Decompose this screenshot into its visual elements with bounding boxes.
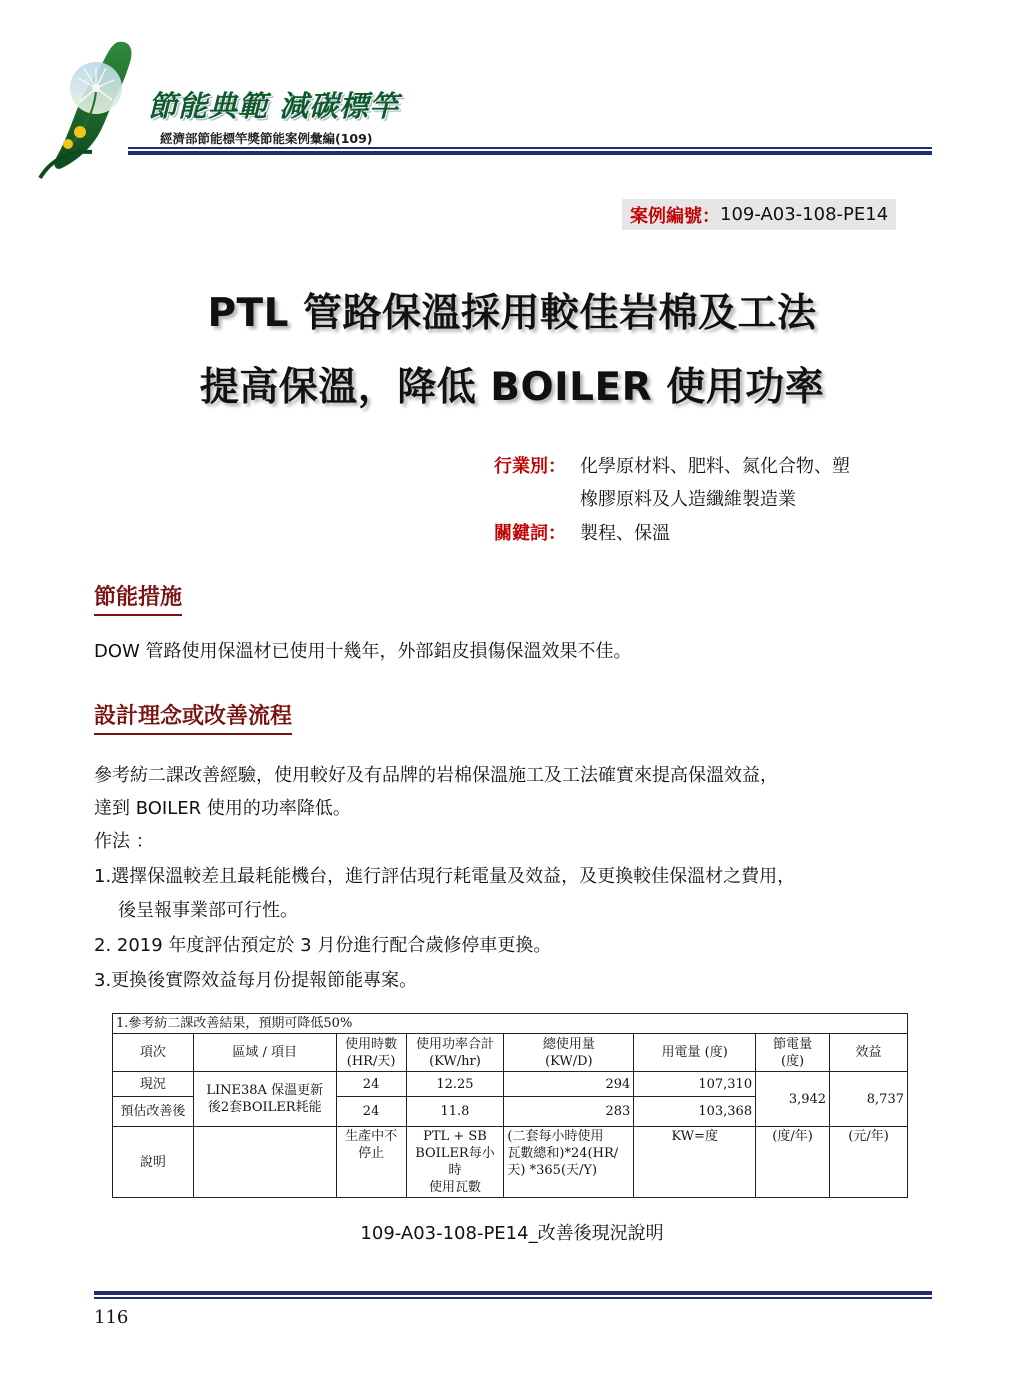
keyword-label: 關鍵詞： — [494, 523, 566, 544]
table-cell: 24 — [336, 1072, 406, 1097]
table-cell: (二套每小時使用 瓦數總和)*24(HR/ 天) *365(天/Y) — [504, 1127, 634, 1198]
table-cell: (元/年) — [830, 1127, 908, 1198]
table-cell: 103,368 — [634, 1097, 756, 1127]
table-cell-area: LINE38A 保溫更新 後2套BOILER耗能 — [193, 1072, 336, 1127]
table-cell: PTL + SB BOILER每小時 使用瓦數 — [406, 1127, 504, 1198]
keyword-value: 製程、保溫 — [580, 523, 670, 544]
table-cell: 現況 — [113, 1072, 194, 1097]
table-cell: 11.8 — [406, 1097, 504, 1127]
section-heading-design: 設計理念或改善流程 — [94, 699, 292, 735]
table-caption: 109-A03-108-PE14_改善後現況說明 — [360, 1223, 664, 1244]
table-cell: KW=度 — [634, 1127, 756, 1198]
table-title: 1.參考紡二課改善結果，預期可降低50% — [113, 1014, 908, 1034]
step-1-line-2: 後呈報事業部可行性。 — [118, 900, 298, 921]
industry-value-line-2: 橡膠原料及人造纖維製造業 — [580, 489, 796, 510]
section-heading-measures: 節能措施 — [94, 580, 182, 616]
table-cell-saving: 3,942 — [756, 1072, 830, 1127]
header-rule — [128, 147, 932, 155]
table-header-cell: 項次 — [113, 1034, 194, 1072]
footer-rule — [94, 1291, 932, 1299]
industry-label: 行業別： — [494, 456, 566, 477]
case-number-label: 案例編號： — [630, 205, 720, 227]
table-cell: 生產中不 停止 — [336, 1127, 406, 1198]
case-number-value: 109-A03-108-PE14 — [720, 204, 889, 225]
design-paragraph-line-2: 達到 BOILER 使用的功率降低。 — [94, 798, 351, 819]
method-label: 作法 ： — [94, 831, 154, 852]
step-1-line-1: 1.選擇保溫較差且最耗能機台，進行評估現行耗電量及效益，及更換較佳保溫材之費用， — [94, 866, 796, 887]
table-cell: 預估改善後 — [113, 1097, 194, 1127]
industry-value-line-1: 化學原材料、肥料、氮化合物、塑 — [580, 456, 850, 477]
energy-savings-table — [112, 1013, 908, 1198]
table-header-cell: 節電量 (度) — [756, 1034, 830, 1072]
table-cell: 12.25 — [406, 1072, 504, 1097]
table-cell: 說明 — [113, 1127, 194, 1198]
table-header-cell: 用電量 (度) — [634, 1034, 756, 1072]
page-title-line-1: PTL 管路保溫採用較佳岩棉及工法 — [207, 291, 817, 336]
page-title-line-2: 提高保溫，降低 BOILER 使用功率 — [199, 365, 825, 410]
brand-subtitle: 經濟部節能標竿獎節能案例彙編(109) — [160, 131, 373, 146]
section-body-measures: DOW 管路使用保溫材已使用十幾年，外部鋁皮損傷保溫效果不佳。 — [94, 641, 632, 662]
design-paragraph-line-1: 參考紡二課改善經驗，使用較好及有品牌的岩棉保溫施工及工法確實來提高保溫效益， — [94, 765, 778, 786]
table-cell: (度/年) — [756, 1127, 830, 1198]
table-cell: 283 — [504, 1097, 634, 1127]
table-row — [113, 1072, 908, 1097]
table-title-row — [113, 1014, 908, 1034]
table-header-cell: 使用時數 (HR/天) — [336, 1034, 406, 1072]
table-header-cell: 效益 — [830, 1034, 908, 1072]
table-cell: 294 — [504, 1072, 634, 1097]
table-header-cell: 使用功率合計 (KW/hr) — [406, 1034, 504, 1072]
brand-title: 節能典範 減碳標竿 — [148, 89, 400, 123]
page-number: 116 — [94, 1307, 129, 1328]
table-header-cell: 區域 / 項目 — [193, 1034, 336, 1072]
step-2: 2. 2019 年度評估預定於 3 月份進行配合歲修停車更換。 — [94, 935, 552, 956]
table-cell-benefit: 8,737 — [830, 1072, 908, 1127]
table-cell-empty — [193, 1127, 336, 1198]
table-header-row — [113, 1034, 908, 1072]
table-cell: 107,310 — [634, 1072, 756, 1097]
table-header-cell: 總使用量 (KW/D) — [504, 1034, 634, 1072]
table-notes-row — [113, 1127, 908, 1198]
step-3: 3.更換後實際效益每月份提報節能專案。 — [94, 970, 418, 991]
table-cell: 24 — [336, 1097, 406, 1127]
case-number-box — [622, 199, 896, 230]
